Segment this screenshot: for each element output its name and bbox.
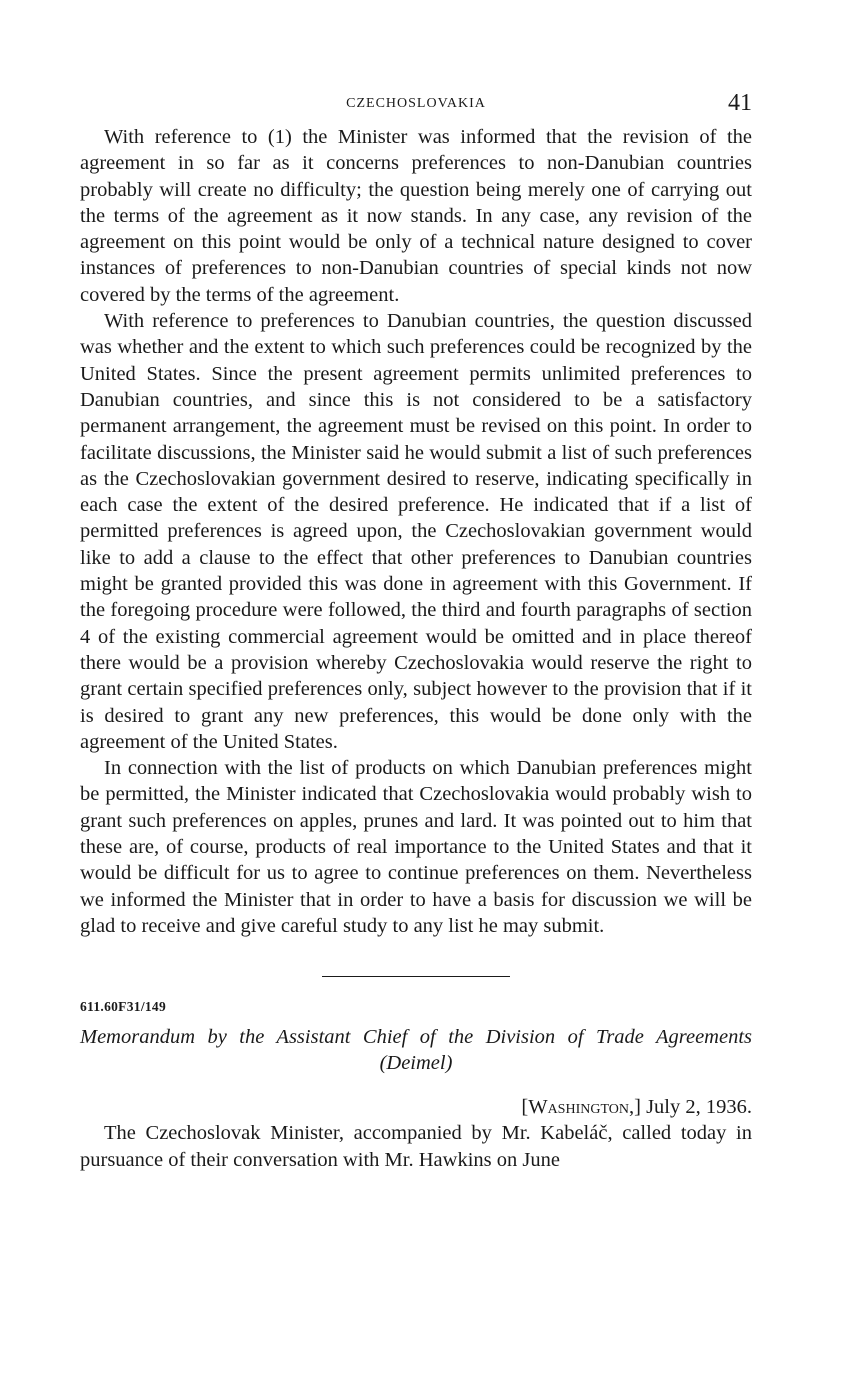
file-number: 611.60F31/149 — [80, 999, 167, 1015]
page-number: 41 — [728, 90, 752, 116]
running-head — [80, 92, 752, 124]
paragraph-1: With reference to (1) the Minister was informed that the revision of the agreement in so far as it concerns preferences to non-Danubian countries probably will create no difficulty; the question being merely one of carrying out the terms of the agreement as it now stands. In any case, any revision of the agreement on this point would be only of a technical nature designed to cover instances of preferences to non-Danubian countries of special kinds not now covered by the terms of the agreement. — [80, 126, 752, 306]
running-title: CZECHOSLOVAKIA — [346, 96, 486, 111]
document-page — [80, 92, 752, 1173]
dateline-date: July 2, 1936. — [646, 1096, 752, 1119]
dateline-place: [Washington,] — [521, 1096, 641, 1119]
memorandum-title: Memorandum by the Assistant Chief of the Division of Trade Agreements (Deimel) — [80, 1026, 752, 1075]
paragraph-3: In connection with the list of products on which Danubian preferences might be permitted, the Minister indicated that Czechoslovakia would probably wish to grant such preferences on apples, prunes and lard. It was pointed out to him that these are, of course, products of real importance to the United States and that it would be difficult for us to agree to continue preferences on them. Nevertheless we informed the Minister that in order to have a basis for discussion we will be glad to receive and give careful study to any list he may submit. — [80, 757, 752, 937]
dateline — [80, 1094, 752, 1120]
paragraph-2: With reference to preferences to Danubian countries, the question discussed was whether and the extent to which such preferences could be recognized by the United States. Since the present agreement permits unlimited preferences to Danubian countries, and since this is not considered to be a satisfactory permanent arrangement, the agreement must be revised on this point. In order to facilitate discussions, the Minister said he would submit a list of such preferences as the Czechoslovakian government desired to reserve, indicating specifically in each case the extent of the desired preference. He indicated that if a list of permitted preferences is agreed upon, the Czechoslovakian government would like to add a clause to the effect that other preferences to Danubian countries might be granted provided this was done in agreement with this Government. If the foregoing procedure were followed, the third and fourth paragraphs of section 4 of the existing commercial agreement would be omitted and in place thereof there would be a provision whereby Czechoslovakia would reserve the right to grant certain specified preferences only, subject however to the provision that if it is desired to grant any new preferences, this would be done only with the agreement of the United States. — [80, 310, 752, 753]
memorandum-opening-paragraph: The Czechoslovak Minister, accompanied by Mr. Kabeláč, called today in pursuance of their conversation with Mr. Hawkins on June — [80, 1122, 752, 1171]
section-divider — [322, 976, 510, 977]
